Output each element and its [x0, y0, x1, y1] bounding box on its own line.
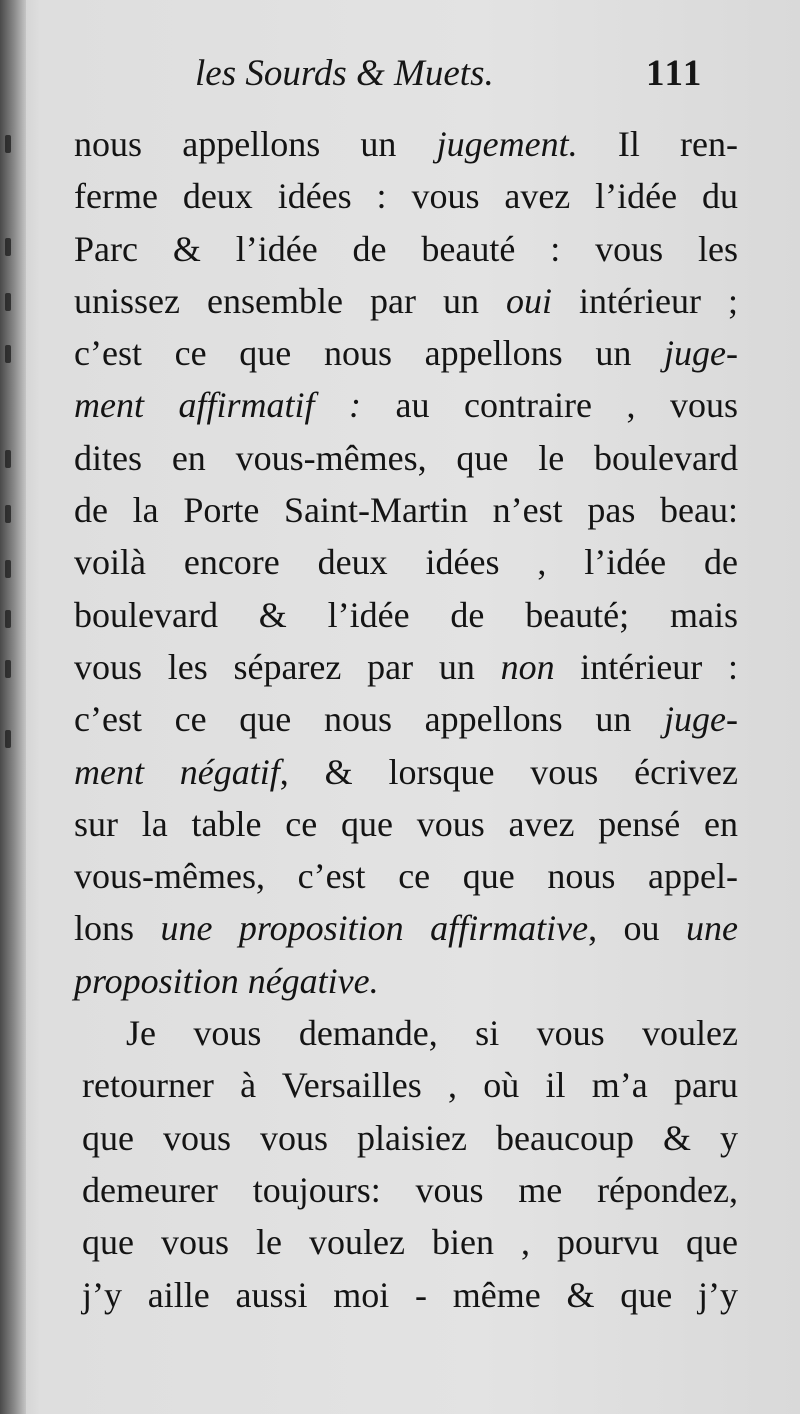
line-text: lons [74, 908, 161, 949]
margin-mark [5, 505, 11, 523]
text-line [74, 275, 738, 327]
margin-mark [5, 238, 11, 256]
margin-mark [5, 345, 11, 363]
margin-mark [5, 660, 11, 678]
italic-text: ment affirmatif : [74, 385, 362, 426]
page-header [0, 52, 800, 112]
line-text: vous les séparez par un [74, 646, 501, 687]
text-line [74, 902, 738, 954]
italic-text: non [500, 646, 555, 687]
italic-text: une proposition affirmative [160, 908, 589, 949]
line-text: ferme deux idées : vous avez l’idée du [74, 176, 738, 217]
line-text: Il ren- [577, 124, 738, 164]
text-line [74, 955, 738, 1007]
line-text: au contraire , vous [361, 385, 738, 426]
text-line [74, 170, 738, 222]
line-text: que vous vous plaisiez beaucoup & y [82, 1117, 738, 1158]
margin-mark [5, 560, 11, 578]
line-text: , & lorsque vous écrivez [279, 751, 738, 792]
italic-text: proposition négative. [74, 960, 379, 1001]
line-text: retourner à Versailles , où il m’a paru [82, 1065, 738, 1106]
line-text: j’y aille aussi moi - même & que j’y [82, 1274, 738, 1315]
text-line [74, 798, 738, 850]
text-line [74, 589, 738, 641]
line-text: boulevard & l’idée de beauté; mais [74, 594, 738, 635]
line-text: que vous le voulez bien , pourvu que [82, 1222, 738, 1263]
line-text: , ou [588, 908, 687, 949]
text-line [74, 1216, 738, 1268]
line-text: de la Porte Saint-Martin n’est pas beau: [74, 490, 738, 531]
text-line [74, 1112, 738, 1164]
margin-mark [5, 450, 11, 468]
text-line [74, 1164, 738, 1216]
body-text [74, 118, 738, 1321]
margin-mark [5, 135, 11, 153]
italic-text: oui [505, 280, 552, 321]
binding-margin [0, 0, 26, 1414]
italic-text: une [686, 908, 738, 949]
text-line [74, 379, 738, 431]
text-line [74, 746, 738, 798]
line-text: sur la table ce que vous avez pensé en [74, 803, 738, 844]
italic-text: juge- [664, 699, 738, 740]
text-line [74, 118, 738, 170]
margin-mark [5, 610, 11, 628]
running-head: les Sourds & Muets. [195, 53, 494, 94]
margin-mark [5, 293, 11, 311]
line-text: nous appellons un [74, 124, 437, 164]
margin-mark [5, 730, 11, 748]
text-line [74, 1269, 738, 1321]
italic-text: jugement. [436, 124, 578, 164]
text-line [74, 850, 738, 902]
line-text: c’est ce que nous appellons un [74, 333, 665, 374]
text-line [74, 327, 738, 379]
line-text: unissez ensemble par un [74, 280, 506, 321]
line-text: vous-mêmes, c’est ce que nous appel- [74, 856, 738, 897]
text-line [74, 484, 738, 536]
text-line [74, 1007, 738, 1059]
line-text: Je vous demande, si vous voulez [126, 1013, 738, 1054]
line-text: dites en vous-mêmes, que le boulevard [74, 437, 738, 478]
line-text: c’est ce que nous appellons un [74, 699, 665, 740]
italic-text: juge- [664, 333, 738, 374]
line-text: Parc & l’idée de beauté : vous les [74, 228, 738, 269]
text-line [74, 693, 738, 745]
page-number: 111 [646, 53, 704, 94]
text-line [74, 432, 738, 484]
text-line [74, 536, 738, 588]
line-text: intérieur : [554, 646, 738, 687]
line-text: voilà encore deux idées , l’idée de [74, 542, 738, 583]
text-line [74, 223, 738, 275]
line-text: demeurer toujours: vous me répondez, [82, 1169, 738, 1210]
line-text: intérieur ; [552, 280, 738, 321]
text-line [74, 641, 738, 693]
italic-text: ment négatif [74, 751, 280, 792]
text-line [74, 1059, 738, 1111]
